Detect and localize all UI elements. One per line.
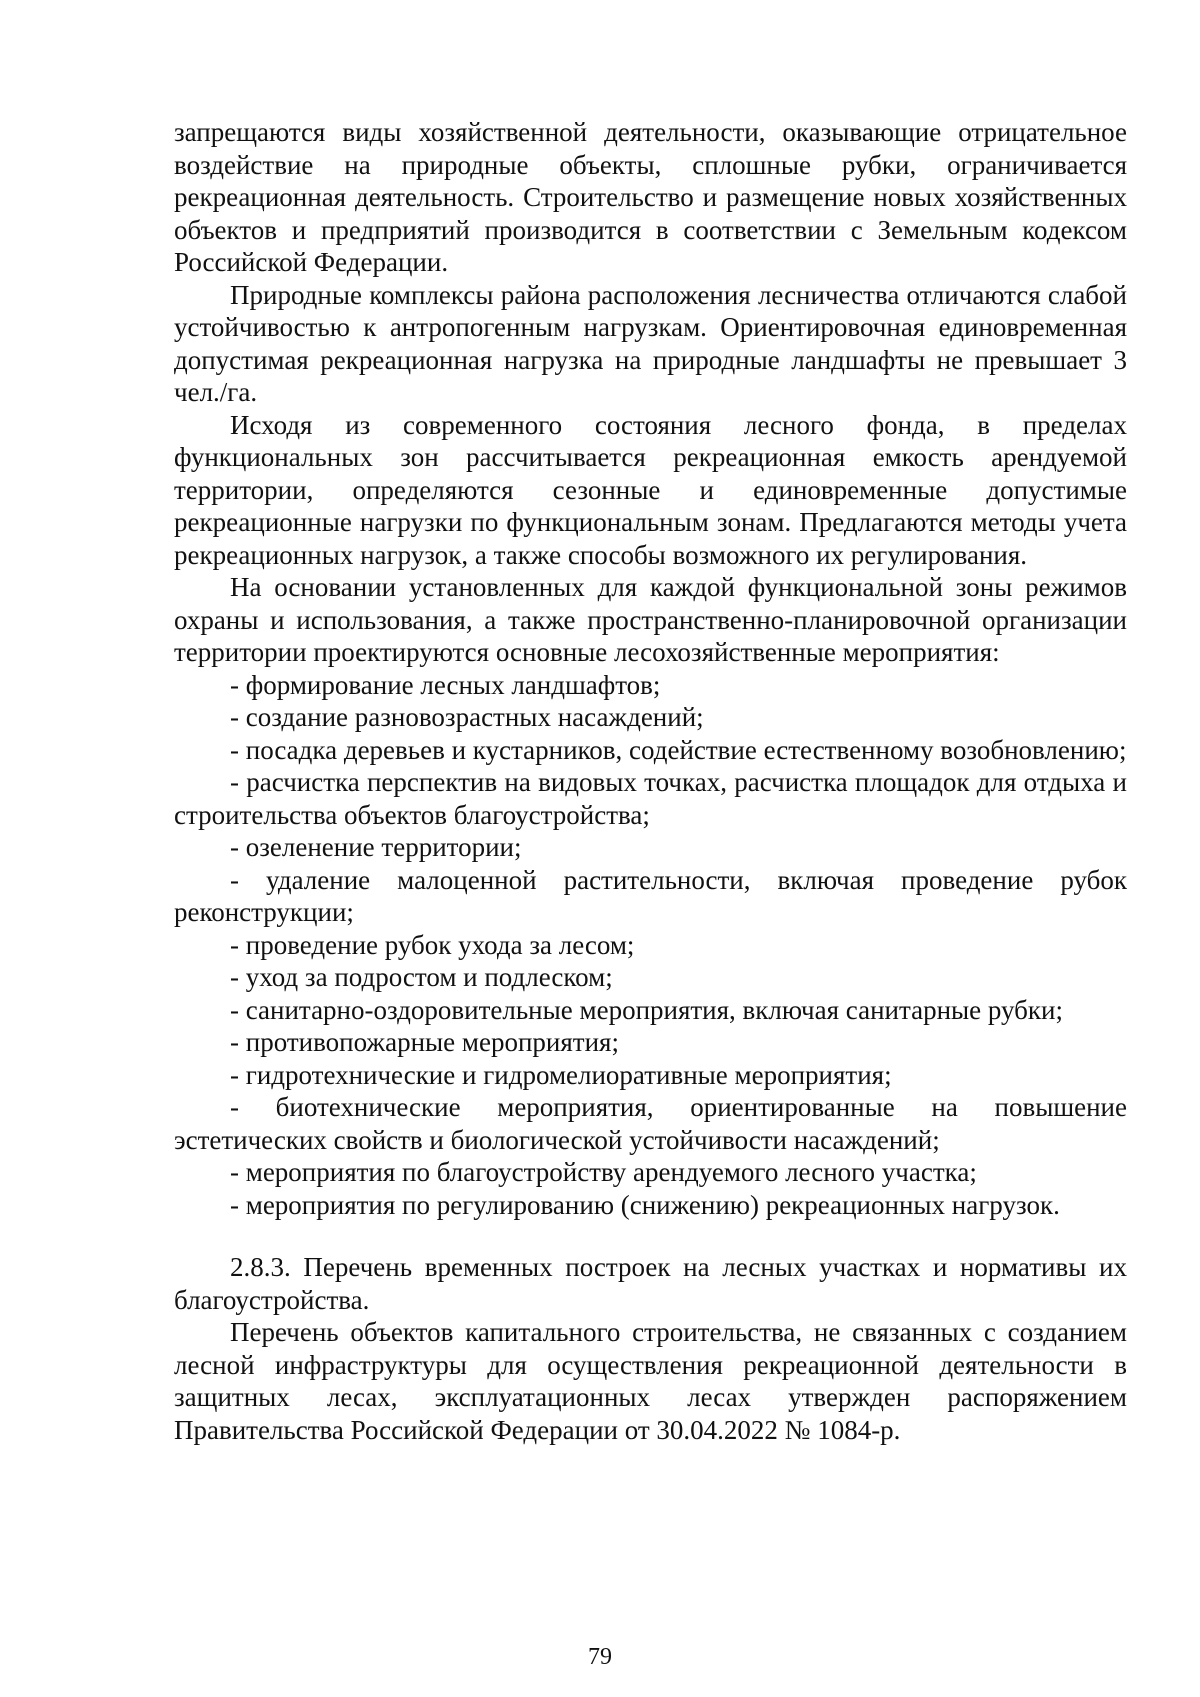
document-page: [174, 116, 1127, 1446]
measures-list: [174, 669, 1127, 1222]
paragraph-continued: запрещаются виды хозяйственной деятельности, оказывающие отрицательное воздействие на природные объекты, сплошные рубки, ограничивается рекреационная деятельность. Строительство и размещение новых хозяйственных объектов и предприятий производится в соответствии с Земельным кодексом Российской Федерации.: [174, 117, 1127, 277]
list-item: - санитарно-оздоровительные мероприятия, включая санитарные рубки;: [230, 994, 1063, 1025]
paragraph-recreational-capacity: Исходя из современного состояния лесного фонда, в пределах функциональных зон рассчитывается рекреационная емкость арендуемой территории, определяются сезонные и единовременные допустимые рекреационные нагрузки по функциональным зонам. Предлагаются методы учета рекреационных нагрузок, а также способы возможного их регулирования.: [174, 409, 1127, 570]
list-item: - формирование лесных ландшафтов;: [230, 669, 661, 700]
list-item: - мероприятия по регулированию (снижению) рекреационных нагрузок.: [230, 1189, 1060, 1220]
page-number: 79: [588, 1644, 612, 1670]
list-item: - расчистка перспектив на видовых точках, расчистка площадок для отдыха и строительства объектов благоустройства;: [174, 767, 1127, 830]
list-item: - мероприятия по благоустройству арендуемого лесного участка;: [230, 1157, 977, 1187]
list-item: - противопожарные мероприятия;: [230, 1027, 619, 1057]
paragraph-capital-construction: Перечень объектов капитального строительства, не связанных с созданием лесной инфраструктуры для осуществления рекреационной деятельности в защитных лесах, эксплуатационных лесах утвержден распоряжением Правительства Российской Федерации от 30.04.2022 № 1084-р.: [174, 1317, 1127, 1445]
list-item: - гидротехнические и гидромелиоративные мероприятия;: [230, 1059, 892, 1090]
paragraph-measures-intro: На основании установленных для каждой функциональной зоны режимов охраны и использования, а также пространственно-планировочной организации территории проектируются основные лесохозяйственные мероприятия:: [174, 572, 1127, 667]
section-spacer: [174, 1221, 1127, 1251]
list-item: - озеленение территории;: [230, 832, 522, 862]
section-heading: 2.8.3. Перечень временных построек на лесных участках и нормативы их благоустройства.: [174, 1252, 1127, 1315]
list-item: - посадка деревьев и кустарников, содействие естественному возобновлению;: [230, 734, 1127, 765]
list-item: - проведение рубок ухода за лесом;: [230, 929, 635, 960]
list-item: - биотехнические мероприятия, ориентированные на повышение эстетических свойств и биологической устойчивости насаждений;: [174, 1092, 1127, 1155]
paragraph-natural-complexes: Природные комплексы района расположения лесничества отличаются слабой устойчивостью к антропогенным нагрузкам. Ориентировочная единовременная допустимая рекреационная нагрузка на природные ландшафты не превышает 3 чел./га.: [174, 279, 1127, 407]
list-item: - удаление малоценной растительности, включая проведение рубок реконструкции;: [174, 864, 1127, 927]
list-item: - уход за подростом и подлеском;: [230, 962, 613, 992]
list-item: - создание разновозрастных насаждений;: [230, 702, 704, 732]
